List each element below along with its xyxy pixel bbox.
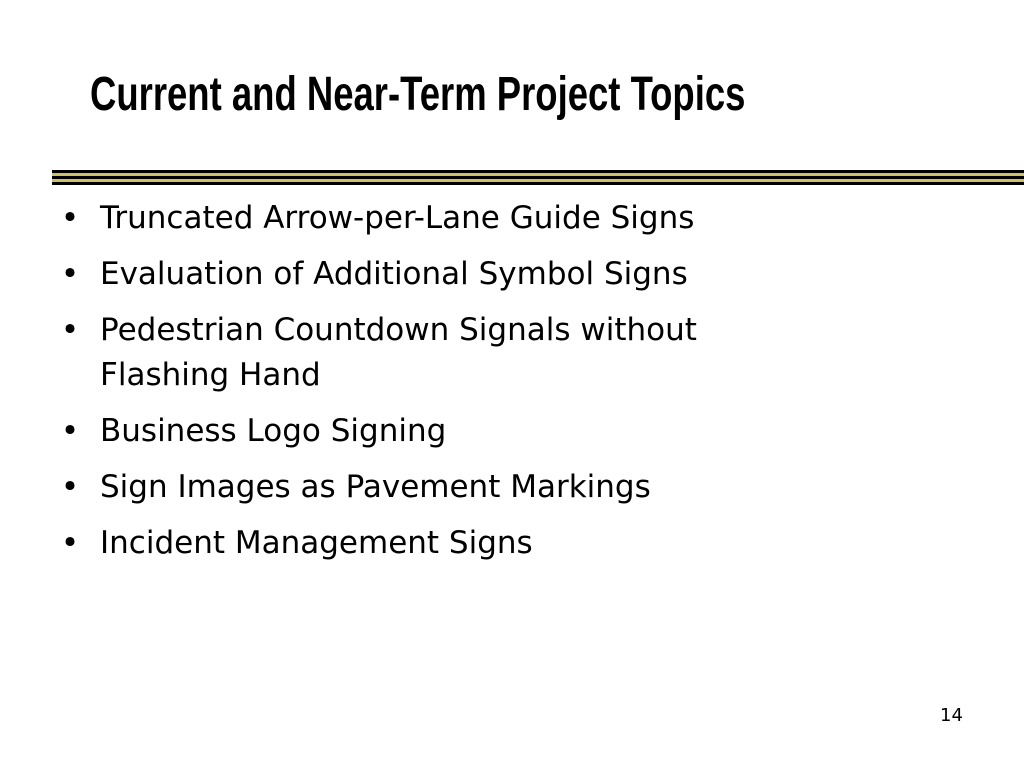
list-item bbox=[60, 521, 820, 566]
list-item bbox=[60, 252, 820, 297]
bullet-icon: • bbox=[60, 525, 80, 561]
list-item-text: Incident Management Signs bbox=[100, 525, 533, 561]
bullet-icon: • bbox=[60, 469, 80, 505]
list-item-text: Truncated Arrow-per-Lane Guide Signs bbox=[100, 200, 695, 236]
list-item bbox=[60, 409, 820, 454]
bullet-list bbox=[60, 196, 820, 577]
list-item bbox=[60, 196, 820, 241]
list-item-text: Evaluation of Additional Symbol Signs bbox=[100, 256, 688, 292]
list-item bbox=[60, 308, 820, 398]
page-number: 14 bbox=[940, 705, 963, 726]
title-underline-dark-3 bbox=[52, 182, 1024, 185]
bullet-icon: • bbox=[60, 256, 80, 292]
list-item-text: Sign Images as Pavement Markings bbox=[100, 469, 651, 505]
list-item-text: Business Logo Signing bbox=[100, 413, 447, 449]
bullet-icon: • bbox=[60, 312, 80, 348]
bullet-icon: • bbox=[60, 200, 80, 236]
bullet-icon: • bbox=[60, 413, 80, 449]
list-item-text: Pedestrian Countdown Signals without Flashing Hand bbox=[100, 312, 697, 393]
slide-title: Current and Near-Term Project Topics bbox=[90, 68, 746, 121]
list-item bbox=[60, 465, 820, 510]
